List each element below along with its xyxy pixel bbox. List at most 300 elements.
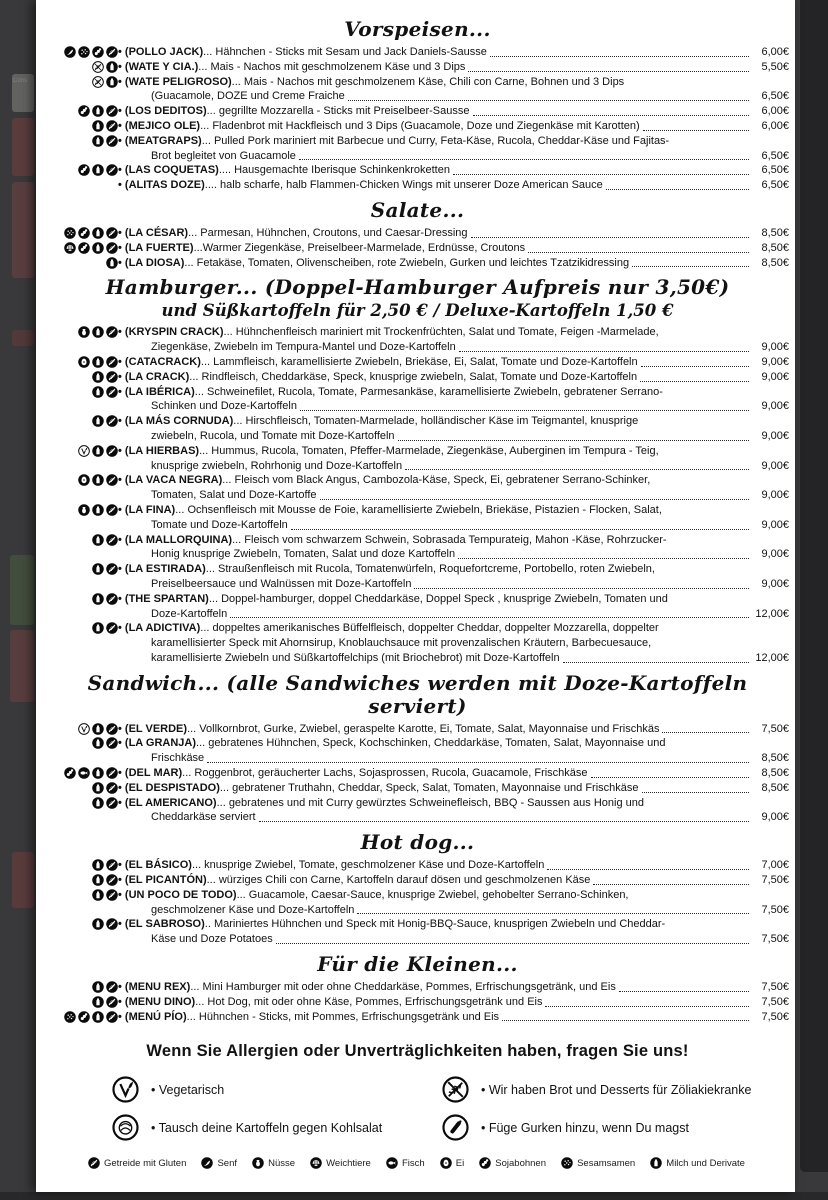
item-price: 9,00€ xyxy=(761,400,789,413)
background-thumbnail xyxy=(12,852,34,908)
menu-item-line xyxy=(118,256,789,271)
nuesse-icon xyxy=(78,326,90,338)
item-bullet: • xyxy=(118,241,125,254)
allergen-icon-group xyxy=(46,370,118,385)
milch-icon xyxy=(92,918,104,930)
gluten-icon xyxy=(106,504,118,516)
menu-item-text xyxy=(118,60,789,75)
menu-item-line xyxy=(118,751,789,766)
allergen-icon-group xyxy=(46,917,118,947)
gluten-icon xyxy=(106,767,118,779)
menu-item-line xyxy=(118,89,789,104)
item-bullet: • xyxy=(118,796,125,809)
gluten-icon xyxy=(106,918,118,930)
item-name: (LA HIERBAS) xyxy=(124,444,200,457)
soja-icon xyxy=(64,767,76,779)
allergen-icon-group xyxy=(46,163,118,178)
dotted-leader xyxy=(398,429,749,441)
weichtiere-icon xyxy=(64,242,76,254)
legend-item xyxy=(386,1157,425,1169)
item-price: 6,50€ xyxy=(761,179,789,192)
item-description: ... Hummus, Rucola, Tomaten, Pfeffer-Marmelade, Ziegenkäse, Auberginen im Tempura - Teig, xyxy=(199,444,659,457)
dotted-leader xyxy=(632,256,749,268)
gluten-icon xyxy=(106,386,118,398)
item-description: ... Hühnchen - Sticks, mit Pommes, Erfrischungsgetränk und Eis xyxy=(186,1010,500,1023)
item-bullet: • xyxy=(118,859,125,872)
menu-item-line-text xyxy=(118,326,659,338)
item-price: 7,50€ xyxy=(761,995,789,1008)
allergen-icon-group xyxy=(46,592,118,622)
menu-item-line-text: Frischkäse xyxy=(151,752,205,765)
milch-icon xyxy=(92,723,104,735)
info-label: • Wir haben Brot und Desserts für Zöliakiekranke xyxy=(481,1082,752,1097)
item-bullet: • xyxy=(118,134,125,147)
soja-icon xyxy=(92,46,104,58)
menu-section xyxy=(46,276,789,665)
menu-item-row xyxy=(46,325,789,355)
menu-item-row xyxy=(46,104,789,119)
allergen-icon-group xyxy=(46,414,118,444)
item-name: (LA MÁS CORNUDA) xyxy=(124,415,234,428)
dotted-leader xyxy=(414,577,749,589)
ei-icon xyxy=(78,356,90,368)
menu-item-line-text xyxy=(118,563,655,575)
menu-item-text xyxy=(118,503,789,533)
item-name: (LA ESTIRADA) xyxy=(124,563,206,576)
allergen-icon-group xyxy=(46,385,118,415)
item-bullet: • xyxy=(118,592,125,605)
item-bullet: • xyxy=(118,164,125,177)
item-bullet: • xyxy=(118,256,125,269)
item-name: (LAS COQUETAS) xyxy=(124,164,219,177)
menu-item-line-text: Brot begleitet von Guacamole xyxy=(151,149,296,162)
menu-item-text xyxy=(118,562,789,592)
menu-item-text xyxy=(118,178,789,193)
menu-item-line xyxy=(118,858,789,873)
dotted-leader xyxy=(473,104,750,116)
menu-item-line xyxy=(118,488,789,503)
item-bullet: • xyxy=(118,1010,125,1023)
item-description: ... knusprige Zwiebel, Tomate, geschmolzener Käse und Doze-Kartoffeln xyxy=(191,859,545,872)
menu-item-row xyxy=(46,444,789,474)
menu-item-row xyxy=(46,722,789,737)
menu-item-line-text xyxy=(118,504,662,516)
menu-item-text xyxy=(118,134,789,164)
gluten-icon xyxy=(106,782,118,794)
item-bullet: • xyxy=(118,444,125,457)
item-bullet: • xyxy=(118,874,125,887)
item-name: (LA CÉSAR) xyxy=(124,226,189,239)
item-price: 9,00€ xyxy=(761,811,789,824)
menu-item-line-text: knusprige zwiebeln, Rohrhonig und Doze-Kartoffeln xyxy=(151,459,403,472)
item-bullet: • xyxy=(118,355,125,368)
section-title: Hot dog... xyxy=(360,830,475,855)
menu-item-row xyxy=(46,621,789,665)
section-items xyxy=(46,980,789,1024)
item-bullet: • xyxy=(118,622,125,635)
menu-item-text xyxy=(118,888,789,918)
menu-item-row xyxy=(46,995,789,1010)
dotted-leader xyxy=(640,370,749,382)
menu-item-line-text xyxy=(118,415,638,427)
item-description: ... Straußenfleisch mit Rucola, Tomatenwürfeln, Roquefortcreme, Portobello, roten Zwiebeln, xyxy=(205,563,655,576)
dotted-leader xyxy=(276,932,749,944)
menu-item-line xyxy=(118,370,789,385)
allergen-icon-group xyxy=(46,503,118,533)
glutenfrei-icon xyxy=(442,1076,469,1103)
dotted-leader xyxy=(528,241,749,253)
item-description: .... Hausgemachte Iberisque Schinkenkroketten xyxy=(218,164,450,177)
milch-icon xyxy=(92,996,104,1008)
menu-item-row xyxy=(46,873,789,888)
item-description: ... würziges Chili con Carne, Kartoffeln darauf dösen und geschmolzenen Käse xyxy=(206,874,591,887)
senf-icon xyxy=(64,46,76,58)
allergen-icon-group xyxy=(46,444,118,474)
menu-item-line xyxy=(118,60,789,75)
item-price: 8,50€ xyxy=(761,226,789,239)
milch-icon xyxy=(92,120,104,132)
item-name: (ALITAS DOZE) xyxy=(124,179,205,192)
allergen-legend xyxy=(46,1153,789,1169)
menu-item-line-text xyxy=(118,1010,499,1025)
menu-item-line xyxy=(118,163,789,178)
menu-item-line-text: Käse und Doze Potatoes xyxy=(151,933,273,946)
dotted-leader xyxy=(619,980,749,992)
section-title: Hamburger... (Doppel-Hamburger Aufpreis nur 3,50€) xyxy=(105,275,730,300)
menu-item-line-text xyxy=(118,76,624,88)
menu-item-line-text xyxy=(118,858,544,873)
gluten-icon xyxy=(106,371,118,383)
menu-item-row xyxy=(46,45,789,60)
vegetarisch-icon xyxy=(112,1076,139,1103)
item-bullet: • xyxy=(118,60,125,73)
menu-section xyxy=(46,672,789,826)
info-label: • Tausch deine Kartoffeln gegen Kohlsalat xyxy=(151,1120,383,1135)
menu-item-row xyxy=(46,163,789,178)
kohlsalat-icon xyxy=(112,1114,139,1141)
gluten-icon xyxy=(106,563,118,575)
item-name: (MEATGRAPS) xyxy=(124,134,202,147)
milch-icon xyxy=(106,61,118,73)
menu-item-line xyxy=(118,781,789,796)
allergy-note: Wenn Sie Allergien oder Unverträglichkeiten haben, fragen Sie uns! xyxy=(146,1042,689,1061)
dotted-leader xyxy=(490,45,749,57)
section-items xyxy=(46,45,789,193)
menu-item-line xyxy=(118,636,789,651)
background-thumbnail xyxy=(10,555,34,625)
menu-item-line-text xyxy=(118,797,644,809)
menu-item-line xyxy=(118,459,789,474)
item-description: ... Lammfleisch, karamellisierte Zwiebeln, Briekäse, Ei, Salat, Tomate und Doze-Kartoffeln xyxy=(200,355,638,368)
item-name: (LA DIOSA) xyxy=(124,256,185,269)
allergen-icon-group xyxy=(46,1010,118,1025)
section-items xyxy=(46,722,789,826)
item-description: ... Fladenbrot mit Hackfleisch und 3 Dips (Guacamole, Doze und Ziegenkäse mit Karotten) xyxy=(200,119,640,132)
menu-item-line-text xyxy=(118,622,659,634)
legend-item xyxy=(201,1157,237,1169)
menu-item-line-text: geschmolzener Käse und Doze-Kartoffeln xyxy=(151,903,355,916)
menu-item-line xyxy=(118,621,789,636)
item-bullet: • xyxy=(118,385,125,398)
menu-item-row xyxy=(46,75,789,105)
item-name: (CATACRACK) xyxy=(124,355,201,368)
milch-icon xyxy=(92,105,104,117)
menu-item-row xyxy=(46,256,789,271)
menu-item-line xyxy=(118,119,789,134)
milch-icon xyxy=(92,767,104,779)
item-description: ... gebratener Truthahn, Cheddar, Speck, Salat, Tomaten, Mayonnaise und Frischkäse xyxy=(219,781,639,794)
menu-item-line xyxy=(118,149,789,164)
menu-item-line xyxy=(118,104,789,119)
milch-icon xyxy=(92,227,104,239)
legend-item xyxy=(310,1157,371,1169)
glutenfrei-icon xyxy=(92,61,104,73)
item-description: ... Parmesan, Hühnchen, Croutons, und Caesar-Dressing xyxy=(188,226,468,239)
menu-item-line xyxy=(118,399,789,414)
menu-item-line-text xyxy=(118,722,659,737)
item-bullet: • xyxy=(118,503,125,516)
item-price: 6,00€ xyxy=(761,46,789,58)
milch-icon xyxy=(92,889,104,901)
legend-label: Nüsse xyxy=(268,1157,296,1169)
item-description: ... Mais - Nachos mit geschmolzenem Käse und 3 Dips xyxy=(198,60,466,73)
item-name: (LA ADICTIVA) xyxy=(124,622,201,635)
menu-item-text xyxy=(118,473,789,503)
allergen-icon-group xyxy=(46,119,118,134)
menu-item-text xyxy=(118,119,789,134)
allergen-icon-group xyxy=(46,45,118,60)
menu-item-row xyxy=(46,241,789,256)
item-name: (MENU DINO) xyxy=(124,995,196,1008)
vegetarisch-icon xyxy=(78,723,90,735)
menu-item-line-text xyxy=(118,178,603,193)
milch-icon xyxy=(92,386,104,398)
allergen-icon-group xyxy=(46,766,118,781)
dotted-leader xyxy=(468,60,749,72)
gluten-icon xyxy=(106,415,118,427)
legend-label: Milch und Derivate xyxy=(666,1157,745,1169)
dotted-leader xyxy=(458,547,749,559)
menu-item-line-text xyxy=(118,60,465,75)
menu-item-line-text: Ziegenkäse, Zwiebeln im Tempura-Mantel und Doze-Kartoffeln xyxy=(151,341,456,354)
milch-icon xyxy=(106,76,118,88)
item-name: (EL PICANTÓN) xyxy=(124,874,207,887)
menu-item-line xyxy=(118,444,789,459)
item-price: 6,50€ xyxy=(761,149,789,162)
menu-item-line-text xyxy=(118,873,590,888)
legend-label: Sesamsamen xyxy=(577,1157,636,1169)
item-price: 6,50€ xyxy=(761,90,789,103)
sesam-icon xyxy=(64,1011,76,1023)
milch-icon xyxy=(106,257,118,269)
item-price: 7,50€ xyxy=(761,722,789,735)
menu-item-line-text xyxy=(118,474,650,486)
item-name: (MEJICO OLE) xyxy=(124,119,201,132)
item-description: ... gebratenes und mit Curry gewürztes Schweinefleisch, BBQ - Saussen aus Honig und xyxy=(216,796,644,809)
menu-item-row xyxy=(46,592,789,622)
menu-item-text xyxy=(118,1010,789,1025)
item-price: 9,00€ xyxy=(761,355,789,368)
allergen-icon-group xyxy=(46,858,118,873)
item-bullet: • xyxy=(118,474,125,487)
item-bullet: • xyxy=(118,46,125,58)
milch-icon xyxy=(92,164,104,176)
menu-item-line xyxy=(118,241,789,256)
allergen-icon-group xyxy=(46,722,118,737)
item-name: (LA VACA NEGRA) xyxy=(124,474,223,487)
milch-icon xyxy=(92,326,104,338)
item-description: ... gegrillte Mozzarella - Sticks mit Preiselbeer-Sausse xyxy=(206,105,470,118)
menu-item-text xyxy=(118,781,789,796)
item-description: ... Fetakäse, Tomaten, Olivenscheiben, rote Zwiebeln, Gurken und leichtes Tzatzikidressing xyxy=(184,256,630,269)
gluten-icon xyxy=(106,874,118,886)
item-description: ... gebratenes Hühnchen, Speck, Kochschinken, Cheddarkäse, Tomaten, Salat, Mayonnaise und xyxy=(196,737,666,750)
sesam-icon xyxy=(64,227,76,239)
menu-item-text xyxy=(118,355,789,370)
menu-item-row xyxy=(46,134,789,164)
menu-item-line-text xyxy=(118,995,542,1010)
section-items xyxy=(46,226,789,270)
legend-item xyxy=(479,1157,546,1169)
item-name: (THE SPARTAN) xyxy=(124,592,209,605)
legend-label: Fisch xyxy=(401,1157,425,1169)
allergen-icon-group xyxy=(46,995,118,1010)
dotted-leader xyxy=(641,355,749,367)
item-price: 8,50€ xyxy=(761,256,789,269)
item-bullet: • xyxy=(118,722,125,735)
legend-item xyxy=(440,1157,464,1169)
item-price: 12,00€ xyxy=(755,651,789,664)
senf-icon xyxy=(201,1157,213,1169)
menu-item-line xyxy=(118,414,789,429)
milch-icon xyxy=(92,415,104,427)
milch-icon xyxy=(92,859,104,871)
menu-item-row xyxy=(46,917,789,947)
menu-item-row xyxy=(46,414,789,444)
nuesse-icon xyxy=(252,1157,264,1169)
menu-item-line-text xyxy=(118,534,667,546)
item-description: ... Guacamole, Caesar-Sauce, knusprige Zwiebel, gehobelter Serrano-Schinken, xyxy=(236,888,629,901)
gluten-icon xyxy=(88,1157,100,1169)
menu-item-text xyxy=(118,325,789,355)
dotted-leader xyxy=(563,651,749,663)
menu-item-line-text xyxy=(118,781,639,796)
item-bullet: • xyxy=(118,75,125,88)
gluten-icon xyxy=(106,1011,118,1023)
legend-label: Sojabohnen xyxy=(495,1157,546,1169)
menu-item-line-text xyxy=(118,980,616,995)
menu-item-line xyxy=(118,473,789,488)
fisch-icon xyxy=(386,1157,398,1169)
milch-icon xyxy=(92,474,104,486)
dotted-leader xyxy=(642,781,749,793)
menu-item-line xyxy=(118,134,789,149)
menu-item-row xyxy=(46,370,789,385)
info-item xyxy=(112,1076,442,1103)
menu-item-line-text: zwiebeln, Rucola, und Tomate mit Doze-Kartoffeln xyxy=(151,429,395,442)
menu-item-row xyxy=(46,858,789,873)
item-name: (LA MALLORQUINA) xyxy=(124,533,233,546)
menu-item-text xyxy=(118,766,789,781)
item-description: ... Fleisch vom Black Angus, Cambozola-Käse, Speck, Ei, gebratener Serrano-Schinker, xyxy=(222,474,651,487)
item-name: (EL SABROSO) xyxy=(124,918,205,931)
item-description: .. Mariniertes Hühnchen und Speck mit Honig-BBQ-Sauce, knusprigen Zwiebeln und Cheddar- xyxy=(204,918,666,931)
item-price: 9,00€ xyxy=(761,341,789,354)
menu-item-line-text: Honig knusprige Zwiebeln, Tomaten, Salat und doze Kartoffeln xyxy=(151,548,456,561)
allergen-icon-group xyxy=(46,796,118,826)
item-price: 7,00€ xyxy=(761,859,789,872)
sesam-icon xyxy=(561,1157,573,1169)
legend-item xyxy=(561,1157,635,1169)
allergen-icon-group xyxy=(46,621,118,665)
menu-item-line xyxy=(118,932,789,947)
item-name: (EL AMERICANO) xyxy=(124,796,217,809)
menu-item-line xyxy=(118,736,789,751)
menu-item-row xyxy=(46,119,789,134)
milch-icon xyxy=(92,874,104,886)
milch-icon xyxy=(92,371,104,383)
menu-item-row xyxy=(46,473,789,503)
milch-icon xyxy=(92,563,104,575)
menu-item-line-text xyxy=(118,104,470,119)
menu-item-line-text xyxy=(118,370,637,385)
allergen-icon-group xyxy=(46,873,118,888)
dotted-leader xyxy=(291,518,749,530)
item-bullet: • xyxy=(118,370,125,383)
ei-icon xyxy=(78,474,90,486)
fisch-icon xyxy=(78,767,90,779)
menu-item-row xyxy=(46,781,789,796)
menu-item-line xyxy=(118,607,789,622)
allergen-icon-group xyxy=(46,355,118,370)
menu-item-line xyxy=(118,562,789,577)
menu-item-text xyxy=(118,241,789,256)
menu-item-line xyxy=(118,903,789,918)
item-description: ... Fleisch vom schwarzem Schwein, Sobrasada Tempurateig, Mahon -Käse, Rohrzucker- xyxy=(232,533,667,546)
menu-item-line-text xyxy=(118,766,588,781)
legend-label: Ei xyxy=(455,1157,465,1169)
item-name: (UN POCO DE TODO) xyxy=(124,888,237,901)
menu-item-line xyxy=(118,810,789,825)
info-item xyxy=(112,1114,442,1141)
menu-item-text xyxy=(118,736,789,766)
item-bullet: • xyxy=(118,767,125,780)
menu-item-line-text xyxy=(118,737,665,749)
glutenfrei-icon xyxy=(92,76,104,88)
item-price: 8,50€ xyxy=(761,752,789,765)
milch-icon xyxy=(92,445,104,457)
menu-item-line-text: Doze-Kartoffeln xyxy=(151,607,228,620)
menu-section xyxy=(46,953,789,1024)
gurke-icon xyxy=(442,1114,469,1141)
menu-item-line xyxy=(118,533,789,548)
milch-icon xyxy=(92,782,104,794)
menu-item-line xyxy=(118,995,789,1010)
menu-section xyxy=(46,831,789,947)
menu-item-text xyxy=(118,858,789,873)
background-thumbnail xyxy=(12,330,34,346)
menu-item-line xyxy=(118,75,789,90)
info-item xyxy=(442,1114,789,1141)
menu-item-line-text: Schinken und Doze-Kartoffeln xyxy=(151,400,297,413)
item-bullet: • xyxy=(118,326,125,339)
background-thumbnail xyxy=(12,118,34,176)
item-description: ... Hirschfleisch, Tomaten-Marmelade, holländischer Käse im Teigmantel, knusprige xyxy=(233,415,639,428)
gluten-icon xyxy=(106,737,118,749)
item-bullet: • xyxy=(118,918,125,931)
allergen-icon-group xyxy=(46,473,118,503)
background-bottom-strip xyxy=(0,1192,828,1200)
